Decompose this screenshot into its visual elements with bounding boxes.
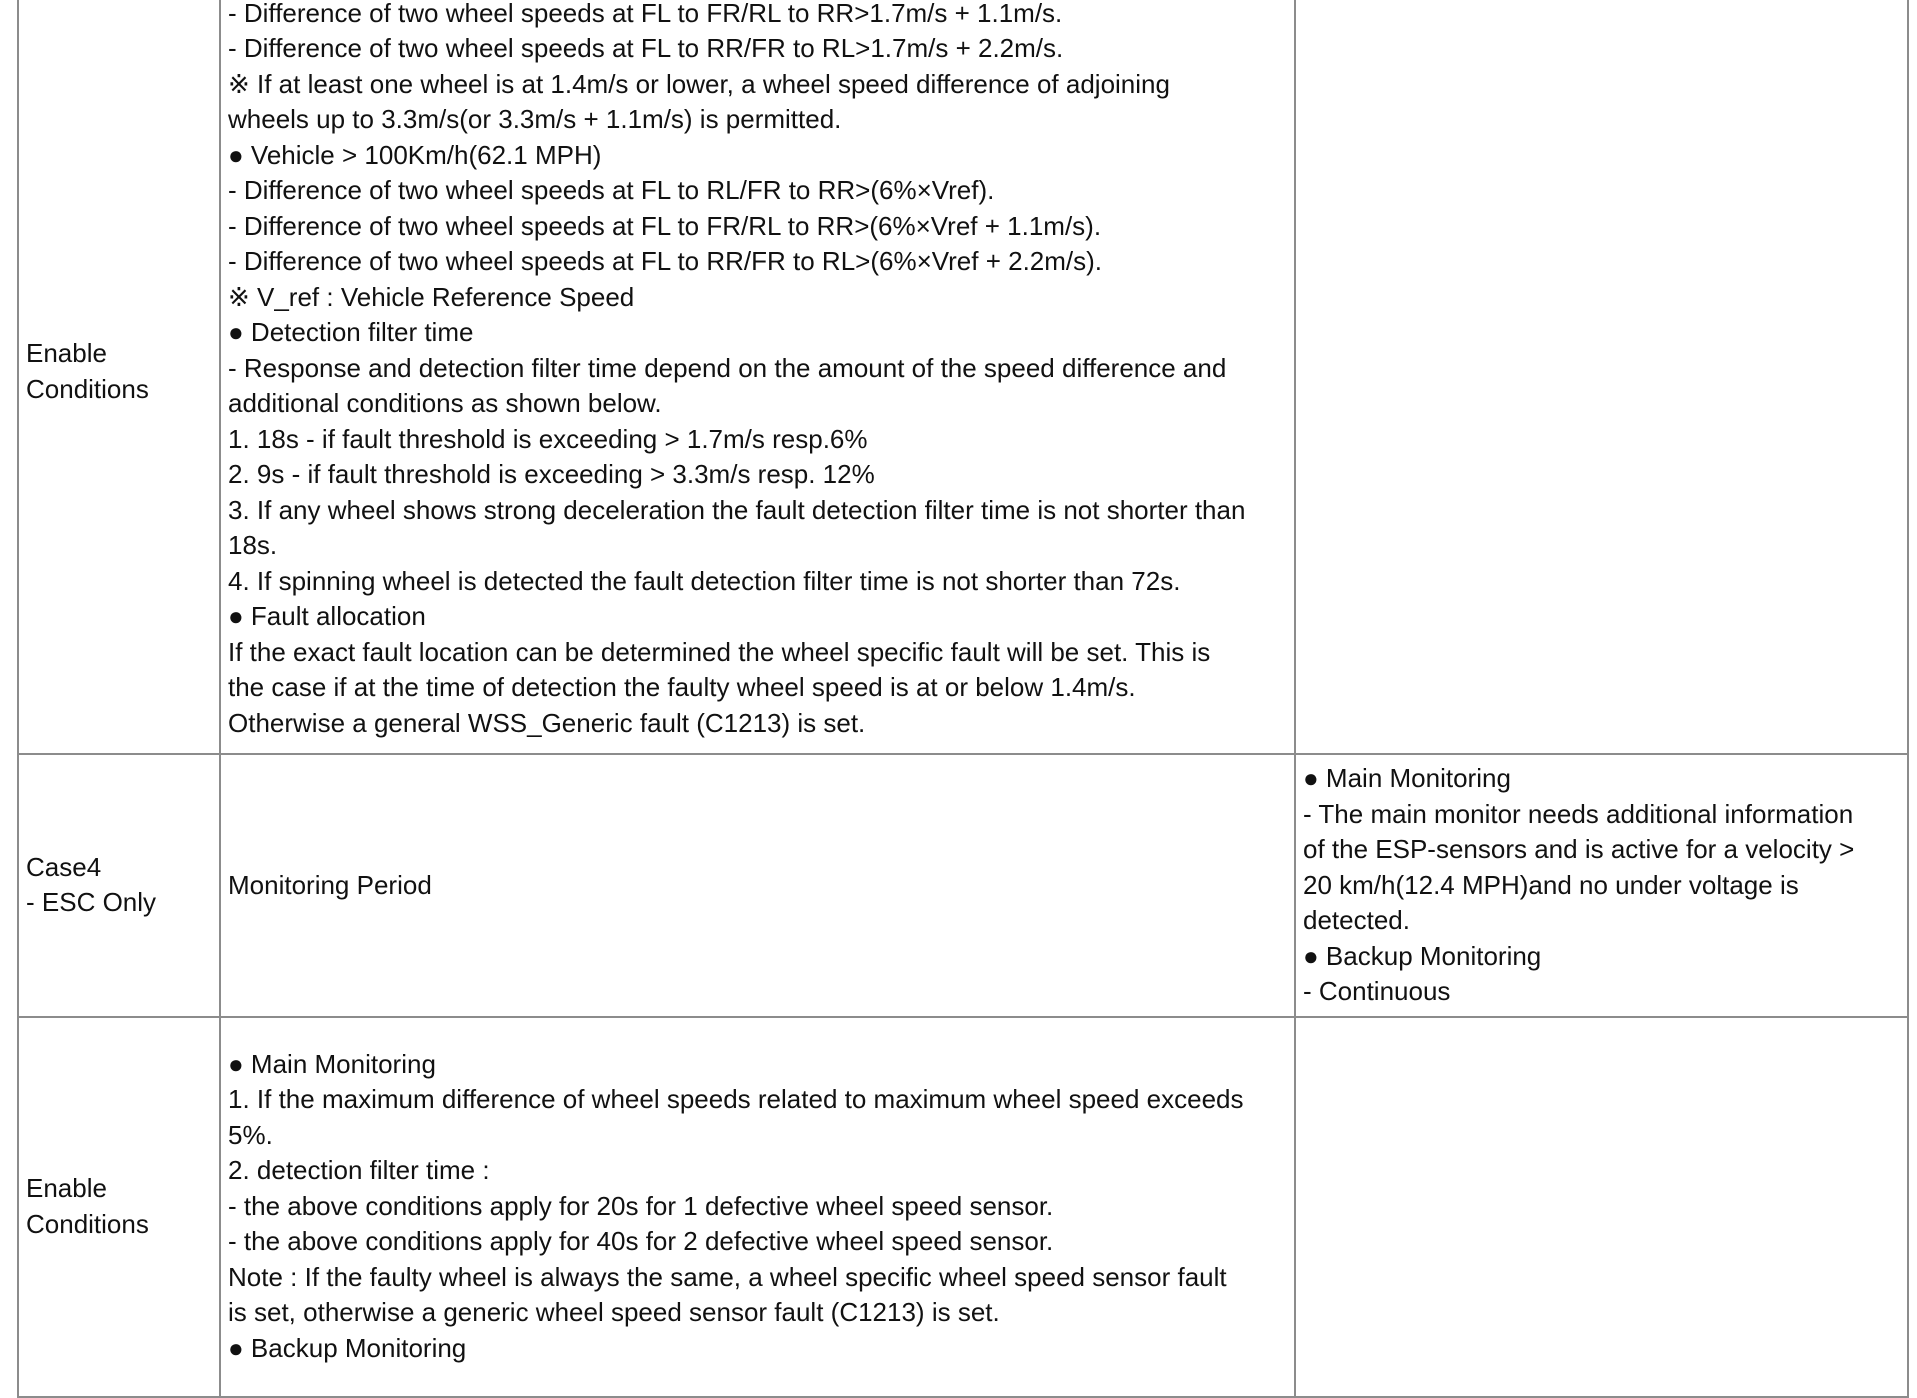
detail-line: ※ If at least one wheel is at 1.4m/s or lower, a wheel speed difference of adjoining	[228, 68, 1170, 99]
conditions-table	[17, 0, 1909, 1398]
detail-line: ● Detection filter time	[228, 317, 474, 348]
row-detail-cell	[220, 754, 1295, 1017]
row-detail-cell	[220, 0, 1295, 754]
detail-line: ※ V_ref : Vehicle Reference Speed	[228, 281, 635, 312]
detail-line: - Difference of two wheel speeds at FL to RL/FR to RR>(6%×Vref).	[228, 175, 995, 206]
row-note-cell	[1295, 754, 1908, 1017]
detail-line: - Difference of two wheel speeds at FL to RR/FR to RL>(6%×Vref + 2.2m/s).	[228, 246, 1103, 277]
detail-line: Note : If the faulty wheel is always the same, a wheel specific wheel speed sensor fault	[228, 1261, 1227, 1292]
detail-line: 1. If the maximum difference of wheel speeds related to maximum wheel speed exceeds	[228, 1084, 1244, 1115]
row-label-line: Conditions	[26, 373, 149, 404]
detail-line: additional conditions as shown below.	[228, 388, 662, 419]
detail-line: 2. detection filter time :	[228, 1155, 490, 1186]
note-line: ● Main Monitoring	[1303, 763, 1511, 793]
detail-line: Monitoring Period	[228, 869, 432, 900]
detail-line: ● Main Monitoring	[228, 1048, 436, 1079]
detail-line: wheels up to 3.3m/s(or 3.3m/s + 1.1m/s) is permitted.	[228, 104, 842, 135]
detail-line: ● Fault allocation	[228, 601, 426, 632]
row-label-cell	[18, 1017, 220, 1397]
detail-line: - Difference of two wheel speeds at FL to FR/RL to RR>1.7m/s + 1.1m/s.	[228, 0, 1063, 28]
detail-line: Otherwise a general WSS_Generic fault (C1213) is set.	[228, 707, 866, 738]
detail-line: 3. If any wheel shows strong deceleration the fault detection filter time is not shorter than	[228, 494, 1246, 525]
row-note-cell	[1295, 1017, 1908, 1397]
detail-line: ● Backup Monitoring	[228, 1332, 467, 1363]
detail-line: - Difference of two wheel speeds at FL to FR/RL to RR>(6%×Vref + 1.1m/s).	[228, 210, 1102, 241]
detail-line: the case if at the time of detection the faulty wheel speed is at or below 1.4m/s.	[228, 672, 1136, 703]
note-line: 20 km/h(12.4 MPH)and no under voltage is	[1303, 869, 1799, 900]
detail-line: 2. 9s - if fault threshold is exceeding > 3.3m/s resp. 12%	[228, 459, 875, 490]
detail-line: 18s.	[228, 530, 278, 561]
row-detail-cell	[220, 1017, 1295, 1397]
detail-line: If the exact fault location can be determined the wheel specific fault will be set. This is	[228, 636, 1211, 667]
detail-line: - the above conditions apply for 20s for 1 defective wheel speed sensor.	[228, 1190, 1054, 1221]
detail-line: 5%.	[228, 1119, 273, 1150]
detail-line: - the above conditions apply for 40s for 2 defective wheel speed sensor.	[228, 1226, 1054, 1257]
detail-line: 4. If spinning wheel is detected the fault detection filter time is not shorter than 72s.	[228, 565, 1181, 596]
row-label-line: Enable	[26, 338, 107, 368]
note-line: - Continuous	[1303, 976, 1451, 1006]
row-label-line: Conditions	[26, 1208, 149, 1239]
detail-line: 1. 18s - if fault threshold is exceeding > 1.7m/s resp.6%	[228, 423, 868, 454]
row-label-line: Case4	[26, 851, 102, 882]
table-row	[18, 1017, 1908, 1397]
row-label-line: - ESC Only	[26, 887, 157, 918]
detail-line: is set, otherwise a generic wheel speed sensor fault (C1213) is set.	[228, 1297, 1000, 1328]
row-label-cell	[18, 754, 220, 1017]
table-row	[18, 0, 1908, 754]
note-line: - The main monitor needs additional information	[1303, 798, 1854, 829]
note-line: detected.	[1303, 905, 1410, 935]
row-label-cell	[18, 0, 220, 754]
detail-line: - Response and detection filter time depend on the amount of the speed difference and	[228, 352, 1227, 383]
row-note-cell	[1295, 0, 1908, 754]
note-line: ● Backup Monitoring	[1303, 940, 1542, 971]
row-label-line: Enable	[26, 1173, 107, 1203]
detail-line: ● Vehicle > 100Km/h(62.1 MPH)	[228, 139, 602, 170]
detail-line: - Difference of two wheel speeds at FL to RR/FR to RL>1.7m/s + 2.2m/s.	[228, 33, 1064, 64]
note-line: of the ESP-sensors and is active for a velocity >	[1303, 834, 1855, 864]
table-row	[18, 754, 1908, 1017]
